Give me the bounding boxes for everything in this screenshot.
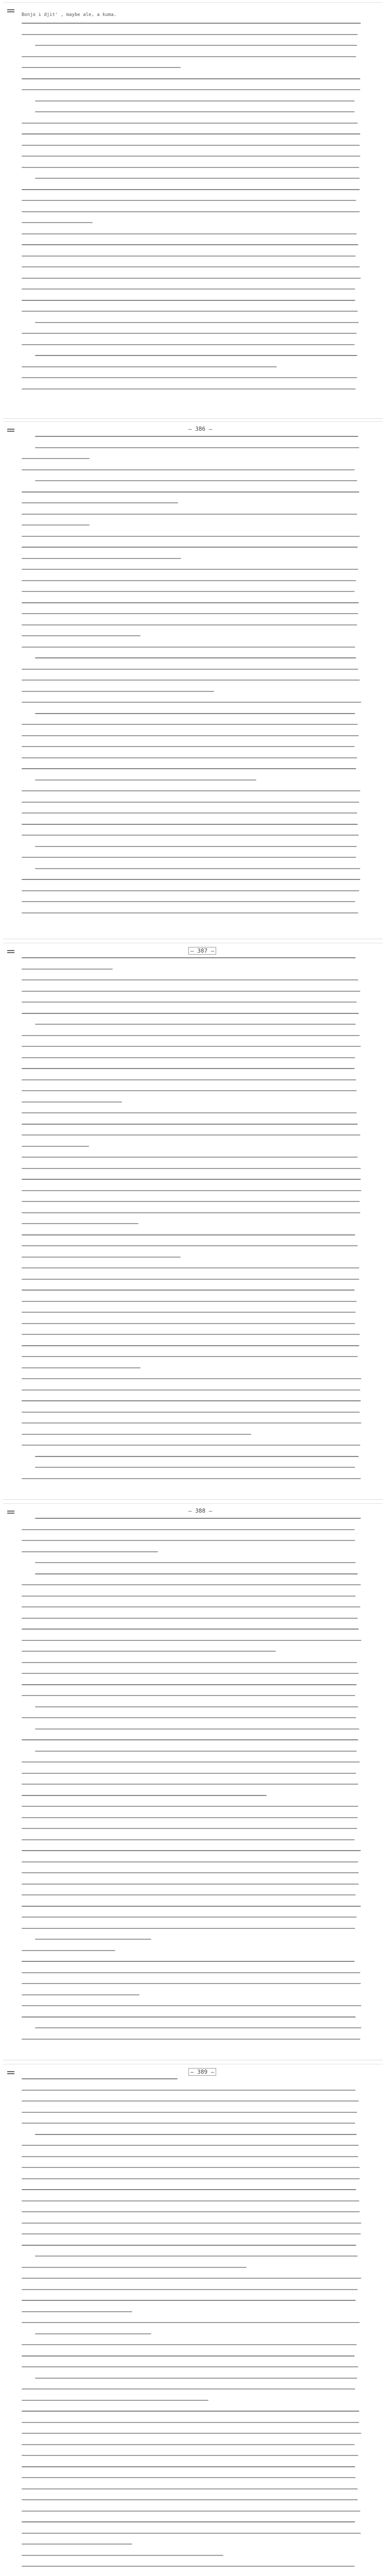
text-line [22, 1839, 355, 1840]
text-line [22, 647, 355, 648]
text-line [22, 233, 357, 234]
text-line [35, 322, 359, 323]
page-3 [3, 943, 383, 1500]
text-line [22, 1400, 361, 1401]
text-line [22, 156, 360, 157]
text-line [22, 1861, 358, 1862]
text-line [22, 2100, 359, 2102]
text-line [22, 2422, 359, 2423]
text-line [22, 2189, 356, 2190]
page-number: — 386 — [188, 426, 213, 432]
text-line [22, 1629, 359, 1630]
text-line [22, 1234, 355, 1235]
text-line [22, 2388, 355, 2389]
text-line [22, 2311, 132, 2312]
text-line [22, 2178, 360, 2179]
text-line [22, 901, 355, 902]
text-line [22, 289, 355, 290]
text-line [22, 1223, 138, 1224]
page-marker-icon [7, 8, 14, 13]
text-line [22, 635, 141, 636]
text-line [22, 558, 181, 559]
text-line [22, 78, 360, 79]
text-line [22, 1795, 267, 1796]
text-line [22, 735, 359, 736]
page-number: — 389 — [188, 2068, 216, 2076]
text-line [22, 469, 355, 470]
text-line [22, 2278, 361, 2279]
text-line [22, 1972, 360, 1973]
text-line [35, 436, 358, 437]
text-line [22, 802, 359, 803]
text-line [22, 366, 277, 367]
text-line [22, 746, 355, 747]
text-line [22, 1540, 355, 1541]
text-line [22, 1695, 355, 1696]
text-line [22, 1101, 122, 1103]
text-line [22, 89, 360, 90]
text-line [22, 569, 358, 570]
text-line [22, 1761, 360, 1762]
text-line [22, 2466, 355, 2467]
text-line [22, 1267, 359, 1268]
page-number: — 388 — [188, 1507, 213, 1514]
text-line [22, 1640, 361, 1641]
text-line [22, 2400, 208, 2401]
page-top-rule [3, 1503, 383, 1504]
text-line [35, 1467, 355, 1468]
text-line [22, 1279, 359, 1280]
text-line [22, 2488, 358, 2489]
text-line [22, 189, 360, 190]
text-line [22, 547, 358, 548]
text-line [22, 1961, 355, 1962]
text-line [22, 2090, 356, 2091]
page-marker-icon [7, 949, 14, 954]
text-line [22, 1596, 356, 1597]
text-line [22, 1057, 355, 1058]
text-line [22, 2267, 247, 2268]
text-line [22, 244, 358, 245]
text-line [22, 2433, 361, 2434]
text-line [22, 957, 356, 958]
text-line [22, 768, 356, 769]
text-line [35, 713, 355, 714]
text-line [22, 1651, 276, 1652]
text-line [35, 1728, 359, 1730]
text-line [22, 1378, 361, 1379]
text-line [22, 34, 358, 35]
text-line [22, 1529, 355, 1530]
text-line [22, 2200, 359, 2201]
text-line [22, 1201, 360, 1202]
text-line [22, 2112, 357, 2113]
text-line [22, 266, 360, 267]
text-line [22, 2366, 358, 2367]
text-line [22, 2300, 356, 2301]
text-line [35, 1562, 356, 1563]
text-line [22, 1717, 356, 1718]
text-line [35, 2333, 151, 2334]
text-line [22, 2145, 359, 2146]
page-4 [3, 1503, 383, 2060]
text-line [22, 969, 113, 970]
text-line [22, 2223, 361, 2224]
text-line [22, 2455, 358, 2456]
text-line [22, 602, 359, 603]
page-top-rule [3, 2, 383, 3]
text-line [22, 890, 359, 891]
text-line [22, 1422, 361, 1423]
text-line [22, 1090, 357, 1091]
text-line [22, 1301, 357, 1302]
text-line [22, 458, 90, 459]
text-line [22, 492, 359, 493]
text-line [22, 2156, 358, 2157]
text-line [22, 2167, 360, 2168]
text-line [22, 1739, 358, 1740]
text-line [22, 1584, 361, 1585]
text-line [22, 1412, 360, 1413]
text-line [22, 2355, 355, 2357]
text-line [22, 1850, 361, 1851]
text-line [22, 524, 90, 526]
text-line [22, 2477, 356, 2478]
page-number: — 387 — [188, 947, 216, 955]
text-line [22, 2289, 358, 2290]
text-line [35, 1706, 358, 1707]
text-line [35, 178, 360, 179]
page-marker-icon [7, 428, 14, 433]
text-line [22, 2039, 360, 2040]
text-line [22, 1950, 115, 1951]
text-line [22, 2123, 355, 2124]
text-line [22, 1257, 181, 1258]
text-line [22, 1884, 359, 1885]
text-line [22, 1323, 355, 1324]
text-line [22, 757, 357, 758]
text-line [35, 2027, 361, 2028]
text-line [22, 1445, 360, 1446]
text-line [35, 45, 357, 46]
page-2 [3, 421, 383, 939]
text-line [22, 2344, 357, 2345]
text-line [35, 846, 357, 847]
text-line [22, 2521, 355, 2522]
text-line [22, 680, 360, 681]
text-line [22, 1157, 358, 1158]
text-line [22, 2533, 361, 2534]
text-line [22, 23, 361, 24]
text-line [22, 2444, 355, 2445]
text-line [22, 2411, 359, 2412]
text-line [22, 1124, 358, 1125]
text-line [22, 1389, 360, 1391]
text-line [22, 2511, 360, 2512]
text-line [22, 278, 361, 279]
text-line [22, 2322, 360, 2323]
text-line [22, 1134, 360, 1136]
text-line [35, 1939, 151, 1940]
text-line [22, 1906, 361, 1907]
text-line [22, 1806, 358, 1807]
text-line [35, 2378, 357, 2379]
text-line [22, 344, 355, 345]
text-line [35, 355, 357, 356]
text-line [22, 1345, 359, 1346]
page-5 [3, 2064, 383, 2576]
text-line [22, 1928, 355, 1929]
text-line [22, 1894, 356, 1895]
text-line [22, 2211, 360, 2212]
text-line [22, 691, 214, 692]
text-line [22, 256, 356, 257]
text-line [22, 1367, 141, 1368]
text-line [22, 1146, 89, 1147]
text-line [22, 1112, 357, 1113]
text-line [22, 1434, 251, 1435]
text-line [22, 835, 359, 836]
text-line [22, 133, 360, 134]
text-line [22, 377, 357, 378]
text-line [22, 536, 360, 537]
text-line [22, 222, 93, 223]
text-line [35, 111, 355, 112]
text-line [22, 1334, 360, 1335]
text-line [22, 2566, 355, 2567]
text-line [22, 702, 361, 703]
text-line [22, 1872, 359, 1873]
text-line [22, 514, 357, 515]
text-line [22, 1245, 358, 1246]
text-line [22, 300, 355, 301]
text-line [35, 779, 256, 781]
text-line [35, 480, 357, 481]
text-line [22, 211, 360, 212]
text-line [22, 580, 356, 581]
text-line [22, 1478, 361, 1479]
text-line [22, 1983, 361, 1984]
text-line [22, 1179, 361, 1180]
text-line [22, 991, 360, 992]
text-line [22, 624, 357, 625]
text-line [22, 1290, 355, 1291]
text-line [22, 1828, 357, 1829]
text-line [35, 1573, 358, 1574]
text-line [22, 1773, 356, 1774]
text-line [22, 2499, 358, 2500]
text-line [22, 1994, 139, 1995]
text-line [22, 1784, 358, 1785]
text-line [35, 1024, 356, 1025]
text-line [22, 1168, 361, 1169]
page-1 [3, 2, 383, 419]
text-line [22, 1684, 357, 1685]
text-line [22, 2245, 356, 2246]
text-line [22, 591, 355, 592]
text-line [22, 1068, 355, 1069]
page-top-rule [3, 421, 383, 422]
text-line [22, 824, 358, 825]
text-line [22, 2016, 356, 2018]
text-line [22, 311, 358, 312]
text-line [22, 1079, 356, 1080]
text-line [22, 2544, 132, 2545]
text-line [22, 912, 358, 913]
text-line [22, 2233, 361, 2234]
text-line [22, 1817, 358, 1818]
text-line [22, 1035, 360, 1036]
text-line [22, 879, 360, 880]
text-line [22, 857, 356, 858]
text-line [22, 1917, 357, 1918]
text-line [35, 447, 359, 448]
text-line [22, 145, 360, 146]
text-line [22, 2005, 361, 2006]
text-line [35, 1751, 357, 1752]
text-line [22, 1618, 358, 1619]
text-line [22, 1662, 357, 1663]
text-line [22, 1606, 360, 1607]
text-line [22, 1046, 361, 1047]
text-line [22, 388, 356, 389]
text-line [22, 2555, 223, 2556]
text-line [22, 1002, 357, 1003]
text-line [22, 1673, 359, 1674]
text-line [35, 657, 356, 658]
text-line [22, 724, 358, 725]
text-line [22, 613, 358, 614]
text-line [22, 1013, 359, 1014]
text-line [22, 669, 358, 670]
text-line [35, 2256, 358, 2257]
text-line [22, 1212, 360, 1213]
page-marker-icon [7, 1510, 14, 1515]
text-line [22, 1356, 358, 1357]
text-line [22, 2078, 178, 2079]
text-line [22, 502, 178, 503]
text-line [22, 979, 358, 980]
text-line [35, 1456, 359, 1457]
text-line [35, 868, 360, 869]
text-line [22, 67, 181, 68]
text-line [35, 100, 355, 101]
page-marker-icon [7, 2070, 14, 2075]
text-line [22, 123, 358, 124]
text-line [22, 167, 359, 168]
text-line [22, 812, 357, 814]
text-line [22, 333, 357, 334]
text-line [35, 2134, 357, 2135]
text-line [35, 1518, 361, 1519]
first-line: Bonjo i djit' , maybe ale, a kuma. [22, 12, 117, 18]
text-line [22, 1312, 356, 1313]
text-line [22, 1551, 158, 1552]
text-line [22, 56, 356, 57]
text-line [22, 1190, 361, 1191]
text-line [22, 200, 356, 201]
text-line [22, 790, 360, 791]
